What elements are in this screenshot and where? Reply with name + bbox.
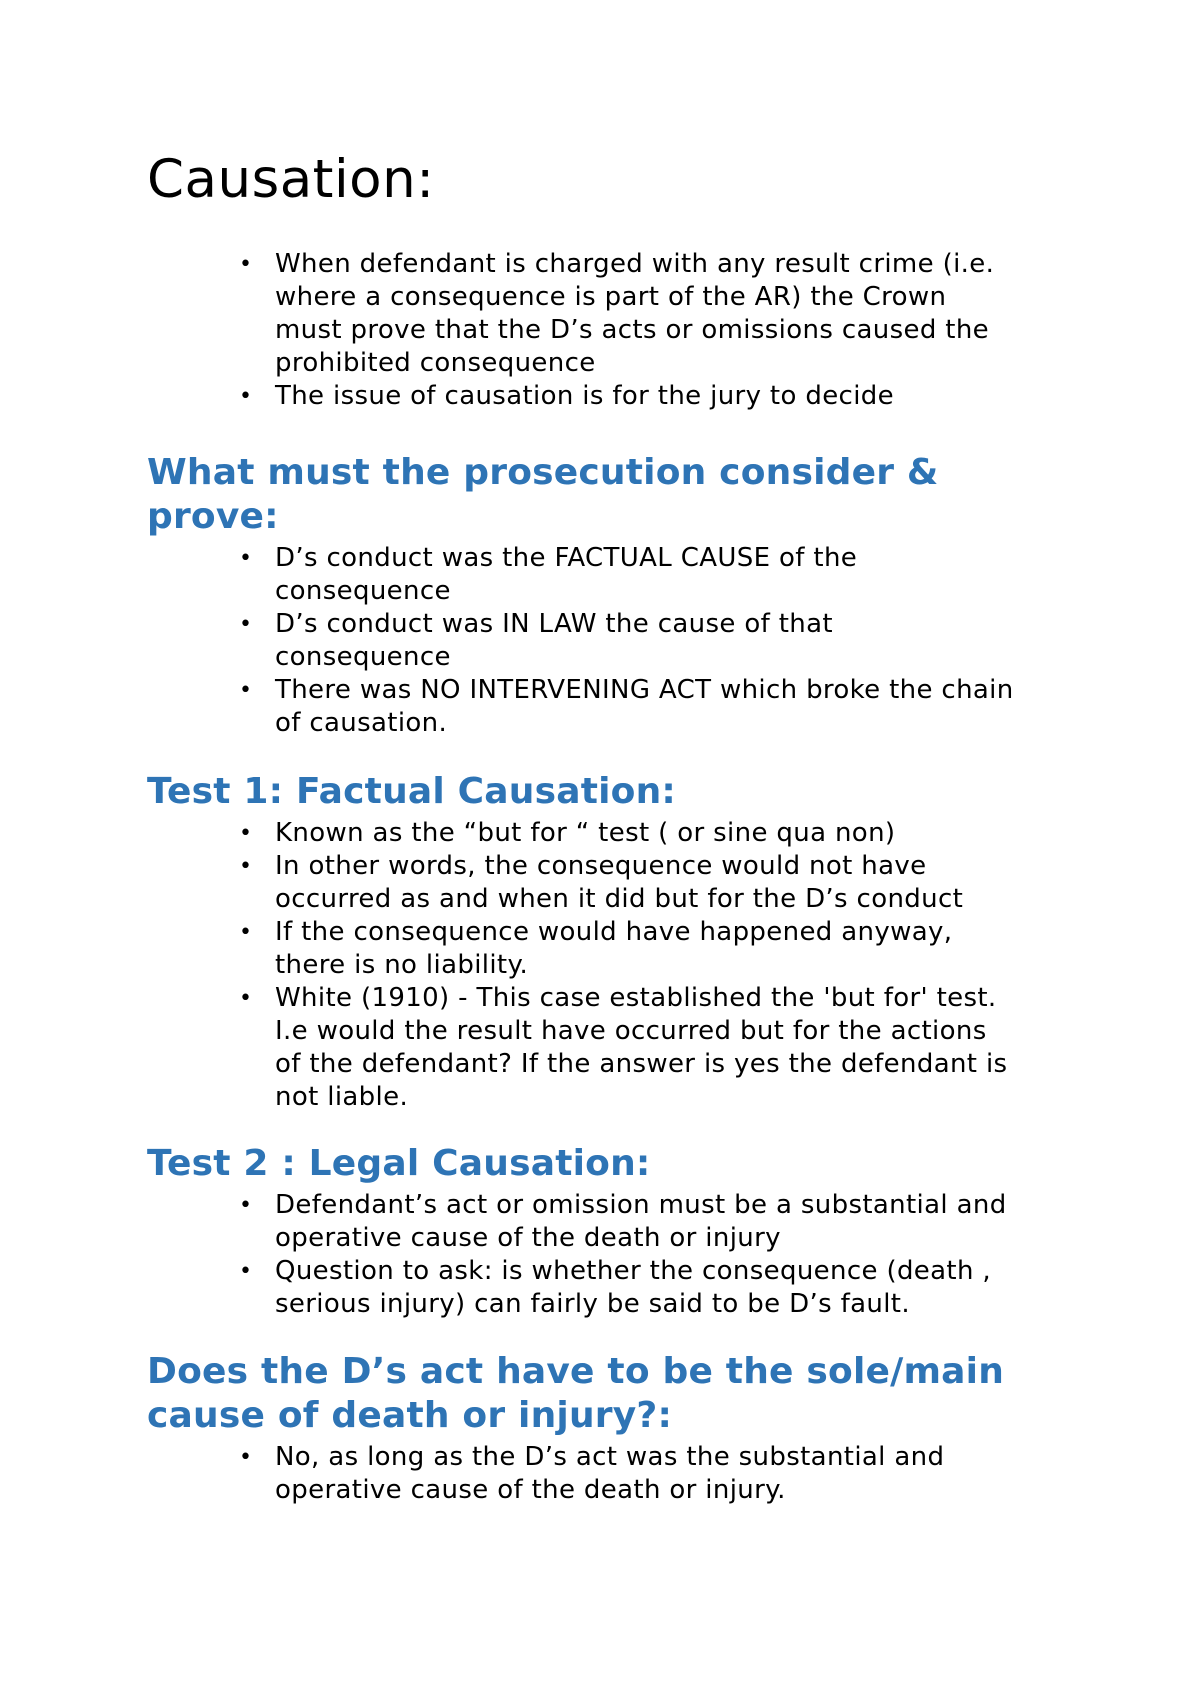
bullet-icon: • [239,854,253,879]
list-item-line: operative cause of the death or injury [275,1223,781,1253]
bullet-icon: • [239,986,253,1011]
list-item [147,380,1077,413]
heading-line: What must the prosecution consider & [147,452,939,493]
list-item-line: The issue of causation is for the jury to decide [275,381,894,411]
bullet-icon: • [239,1445,253,1470]
list-item [147,1189,1077,1255]
list-item-line: prohibited consequence [275,348,596,378]
sole-cause-list [147,1441,1077,1507]
list-item-line: of causation. [275,708,448,738]
bullet-icon: • [239,920,253,945]
list-item-line: operative cause of the death or injury. [275,1475,786,1505]
list-item-line: not liable. [275,1082,409,1112]
bullet-icon: • [239,821,253,846]
list-item-line: there is no liability. [275,950,529,980]
heading-line: prove: [147,496,279,537]
list-item [147,916,1077,982]
test2-list [147,1189,1077,1321]
list-item [147,248,1077,380]
list-item [147,850,1077,916]
bullet-icon: • [239,546,253,571]
list-item [147,982,1077,1114]
list-item-line: D’s conduct was the FACTUAL CAUSE of the [275,543,858,573]
list-item [147,542,1077,608]
list-item-line: must prove that the D’s acts or omissions caused the [275,315,990,345]
list-item [147,817,1077,850]
document-title: Causation: [147,149,435,210]
prosecution-heading [147,451,1077,539]
list-item [147,1255,1077,1321]
list-item-line: where a consequence is part of the AR) the Crown [275,282,947,312]
sole-cause-heading [147,1350,1077,1438]
list-item-line: Known as the “but for “ test ( or sine qua non) [275,818,896,848]
list-item-line: consequence [275,642,451,672]
intro-section [147,248,1077,413]
bullet-icon: • [239,1259,253,1284]
bullet-icon: • [239,384,253,409]
list-item-line: of the defendant? If the answer is yes the defendant is [275,1049,1008,1079]
list-item-line: In other words, the consequence would not have [275,851,927,881]
list-item-line: No, as long as the D’s act was the substantial and [275,1442,945,1472]
test2-heading [147,1142,1077,1186]
test1-section [147,770,1077,1114]
list-item [147,608,1077,674]
list-item-line: When defendant is charged with any result crime (i.e. [275,249,995,279]
list-item-line: I.e would the result have occurred but for the actions [275,1016,987,1046]
list-item-line: D’s conduct was IN LAW the cause of that [275,609,833,639]
list-item-line: If the consequence would have happened anyway, [275,917,953,947]
list-item [147,1441,1077,1507]
prosecution-section [147,451,1077,740]
list-item-line: serious injury) can fairly be said to be D’s fault. [275,1289,910,1319]
bullet-icon: • [239,1193,253,1218]
intro-list [147,248,1077,413]
list-item-line: consequence [275,576,451,606]
bullet-icon: • [239,612,253,637]
heading-line: Test 1: Factual Causation: [147,771,677,812]
list-item-line: White (1910) - This case established the 'but for' test. [275,983,997,1013]
list-item [147,674,1077,740]
heading-line: Test 2 : Legal Causation: [147,1143,651,1184]
list-item-line: There was NO INTERVENING ACT which broke the chain [275,675,1014,705]
bullet-icon: • [239,252,253,277]
prosecution-list [147,542,1077,740]
bullet-icon: • [239,678,253,703]
heading-line: cause of death or injury?: [147,1395,673,1436]
test1-heading [147,770,1077,814]
list-item-line: occurred as and when it did but for the D’s conduct [275,884,964,914]
list-item-line: Question to ask: is whether the consequence (death , [275,1256,992,1286]
list-item-line: Defendant’s act or omission must be a substantial and [275,1190,1007,1220]
sole-cause-section [147,1350,1077,1507]
test2-section [147,1142,1077,1321]
test1-list [147,817,1077,1114]
heading-line: Does the D’s act have to be the sole/main [147,1351,1005,1392]
